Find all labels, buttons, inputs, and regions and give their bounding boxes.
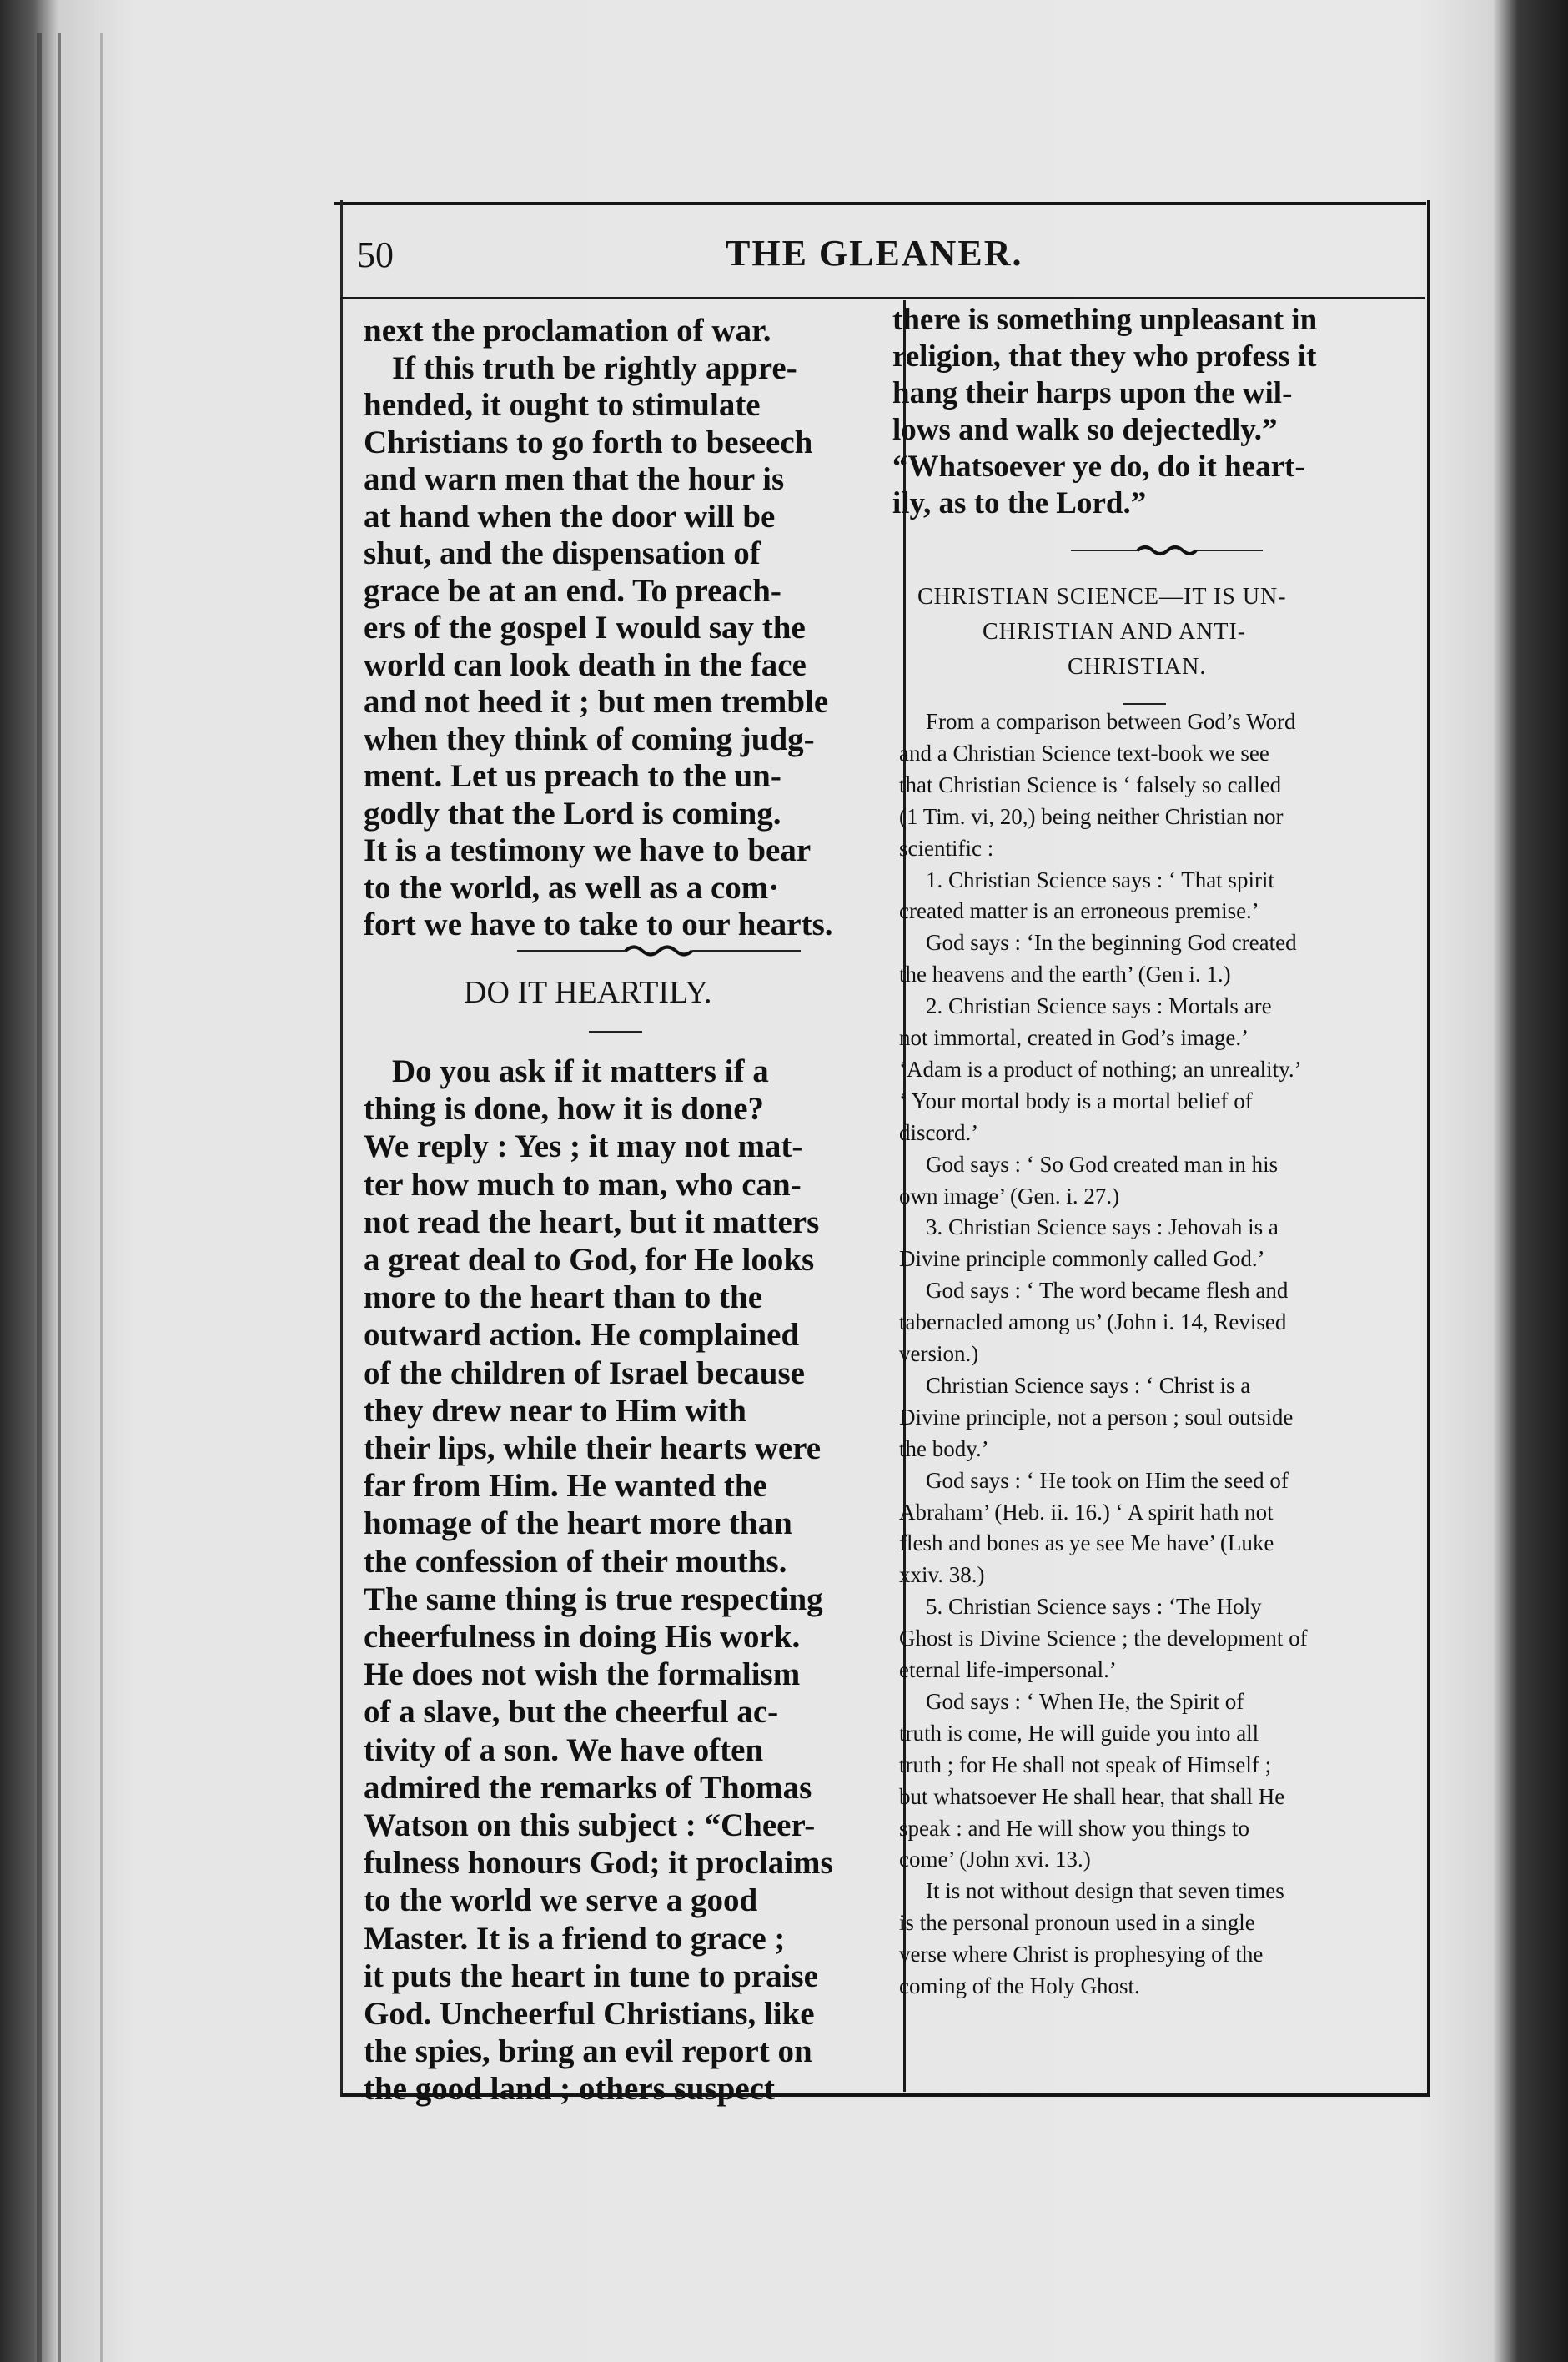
section-title-line: CHRISTIAN. [1068, 654, 1207, 680]
text-line: version.) [899, 1341, 979, 1366]
text-line: of the children of Israel because [364, 1354, 805, 1391]
text-line: coming of the Holy Ghost. [899, 1973, 1140, 1998]
text-line: Divine principle, not a person ; soul outside [899, 1404, 1294, 1430]
text-line: come’ (John xvi. 13.) [899, 1847, 1091, 1872]
book-edge-shadow [100, 33, 103, 2362]
text-line: God says : ‘ When He, the Spirit of [926, 1688, 1244, 1714]
section-title-line: CHRISTIAN SCIENCE—IT IS UN- [917, 584, 1287, 610]
text-line: hang their harps upon the wil- [892, 376, 1293, 410]
short-rule [1123, 703, 1166, 705]
text-line: tabernacled among us’ (John i. 14, Revised [899, 1309, 1287, 1335]
text-line: world can look death in the face [364, 646, 807, 683]
text-line: outward action. He complained [364, 1317, 800, 1354]
text-line: God says : ‘ So God created man in his [926, 1151, 1279, 1177]
text-line: at hand when the door will be [364, 498, 776, 535]
text-line: and a Christian Science text-book we see [899, 740, 1269, 766]
text-line: Christian Science says : ‘ Christ is a [926, 1372, 1251, 1398]
text-line: We reply : Yes ; it may not mat- [364, 1128, 803, 1165]
text-line: the spies, bring an evil report on [364, 2033, 812, 2070]
ornament-divider [1071, 542, 1263, 559]
text-line: godly that the Lord is coming. [364, 795, 781, 832]
text-line: God. Uncheerful Christians, like [364, 1996, 815, 2032]
text-line: to the world we serve a good [364, 1882, 758, 1919]
text-line: not read the heart, but it matters [364, 1204, 820, 1240]
text-line: it puts the heart in tune to praise [364, 1957, 818, 1994]
text-line: cheerfulness in doing His work. [364, 1619, 801, 1655]
header-rule [340, 297, 1425, 299]
text-line: It is not without design that seven times [926, 1878, 1284, 1904]
text-line: far from Him. He wanted the [364, 1468, 767, 1505]
text-line: discord.’ [899, 1119, 979, 1145]
text-line: created matter is an erroneous premise.’ [899, 898, 1259, 924]
text-line: of a slave, but the cheerful ac- [364, 1694, 779, 1731]
text-line: the good land ; others suspect [364, 2071, 775, 2108]
text-line: From a comparison between God’s Word [926, 709, 1296, 734]
text-line: flesh and bones as ye see Me have’ (Luke [899, 1530, 1274, 1556]
text-line: more to the heart than to the [364, 1279, 763, 1316]
text-line: the confession of their mouths. [364, 1543, 787, 1580]
text-line: Divine principle commonly called God.’ [899, 1246, 1265, 1272]
short-rule [589, 1031, 642, 1033]
text-line: God says : ‘In the beginning God created [926, 930, 1297, 956]
text-line: fulness honours God; it proclaims [364, 1845, 833, 1882]
text-line: verse where Christ is prophesying of the [899, 1942, 1264, 1967]
text-line: the body.’ [899, 1435, 989, 1461]
text-line: and warn men that the hour is [364, 461, 785, 497]
text-line: eternal life-impersonal.’ [899, 1657, 1117, 1682]
text-line: Do you ask if it matters if a [392, 1053, 769, 1089]
text-line: God says : ‘ He took on Him the seed of [926, 1467, 1289, 1493]
text-line: their lips, while their hearts were [364, 1430, 822, 1466]
text-line: fort we have to take to our hearts. [364, 907, 833, 942]
text-line: truth is come, He will guide you into all [899, 1720, 1259, 1746]
text-line: next the proclamation of war. [364, 313, 771, 349]
text-line: own image’ (Gen. i. 27.) [899, 1183, 1120, 1209]
text-line: admired the remarks of Thomas [364, 1769, 812, 1806]
text-line: grace be at an end. To preach- [364, 572, 781, 609]
text-line: Watson on this subject : “Cheer- [364, 1807, 816, 1843]
page-number: 50 [357, 234, 394, 275]
text-line: 5. Christian Science says : ‘The Holy [926, 1594, 1262, 1620]
text-line: homage of the heart more than [364, 1505, 792, 1542]
text-line: that Christian Science is ‘ falsely so called [899, 771, 1282, 797]
text-line: lows and walk so dejectedly.” [892, 413, 1278, 447]
text-line: the heavens and the earth’ (Gen i. 1.) [899, 962, 1231, 988]
text-line: religion, that they who profess it [892, 339, 1317, 374]
text-line: If this truth be rightly appre- [392, 349, 797, 386]
text-line: speak : and He will show you things to [899, 1815, 1249, 1841]
text-line: He does not wish the formalism [364, 1656, 801, 1693]
text-line: ily, as to the Lord.” [892, 486, 1147, 520]
text-line: hended, it ought to stimulate [364, 387, 761, 423]
text-line: tivity of a son. We have often [364, 1731, 764, 1768]
text-line: is the personal pronoun used in a single [899, 1910, 1255, 1936]
text-line: It is a testimony we have to bear [364, 832, 812, 868]
text-line: Ghost is Divine Science ; the development of [899, 1626, 1308, 1651]
text-line: there is something unpleasant in [892, 303, 1318, 337]
section-title-line: CHRISTIAN AND ANTI- [983, 619, 1247, 645]
book-edge-shadow [37, 33, 42, 2362]
text-line: thing is done, how it is done? [364, 1091, 765, 1128]
text-line: ‘Adam is a product of nothing; an unreality.’ [899, 1056, 1302, 1082]
text-line: (1 Tim. vi, 20,) being neither Christian nor [899, 803, 1284, 829]
text-line: Christians to go forth to beseech [364, 424, 813, 460]
text-line: “Whatsoever ye do, do it heart- [892, 450, 1305, 484]
text-line: they drew near to Him with [364, 1392, 746, 1429]
text-line: 2. Christian Science says : Mortals are [926, 993, 1272, 1019]
text-line: ter how much to man, who can- [364, 1166, 802, 1203]
running-title: THE GLEANER. [726, 233, 1023, 274]
section-title: DO IT HEARTILY. [464, 975, 712, 1010]
ornament-divider [517, 941, 801, 961]
book-edge-shadow [58, 33, 61, 2362]
text-line: but whatsoever He shall hear, that shall He [899, 1783, 1285, 1809]
text-line: a great deal to God, for He looks [364, 1242, 815, 1278]
text-line: truth ; for He shall not speak of Himself ; [899, 1751, 1272, 1777]
text-line: xxiv. 38.) [899, 1562, 985, 1588]
text-line: Master. It is a friend to grace ; [364, 1920, 786, 1957]
text-line: 3. Christian Science says : Jehovah is a [926, 1214, 1279, 1240]
text-line: ‘ Your mortal body is a mortal belief of [899, 1088, 1253, 1113]
text-line: God says : ‘ The word became flesh and [926, 1278, 1289, 1304]
text-line: ment. Let us preach to the un- [364, 758, 781, 794]
text-line: The same thing is true respecting [364, 1581, 823, 1617]
text-line: when they think of coming judg- [364, 721, 815, 757]
text-line: Abraham’ (Heb. ii. 16.) ‘ A spirit hath not [899, 1499, 1274, 1525]
text-line: ers of the gospel I would say the [364, 610, 806, 646]
text-line: and not heed it ; but men tremble [364, 684, 829, 720]
text-line: 1. Christian Science says : ‘ That spirit [926, 867, 1274, 892]
text-line: shut, and the dispensation of [364, 535, 761, 571]
text-line: not immortal, created in God’s image.’ [899, 1025, 1249, 1050]
text-line: to the world, as well as a com· [364, 869, 780, 906]
text-line: scientific : [899, 835, 994, 861]
